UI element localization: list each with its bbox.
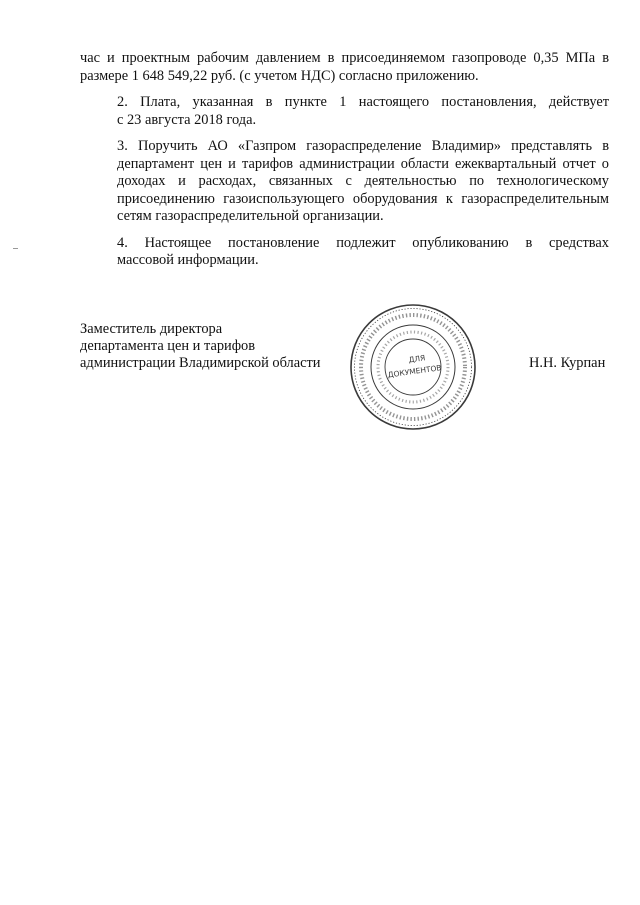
- signatory-name: Н.Н. Курпан: [529, 355, 606, 371]
- text-line: размере 1 648 549,22 руб. (с учетом НДС) согласно приложению.: [80, 67, 479, 84]
- document-body: [80, 50, 609, 279]
- signatory-title-line: администрации Владимирской области: [80, 355, 321, 371]
- text-line: присоединению газоиспользующего оборудования к газораспределительным: [117, 190, 609, 207]
- paragraph-item-2: [80, 94, 609, 129]
- paragraph-item-4: [80, 235, 609, 270]
- text-line: массовой информации.: [117, 252, 259, 268]
- paragraph-continuation: [80, 50, 609, 85]
- stamp-center-line: ДОКУМЕНТОВ: [387, 363, 443, 380]
- text-line: сетям газораспределительной организации.: [117, 208, 384, 224]
- text-line: 4. Настоящее постановление подлежит опубликованию в средствах: [117, 234, 609, 251]
- text-line: час и проектным рабочим давлением в присоединяемом газопроводе 0,35 МПа в: [80, 50, 609, 66]
- signatory-title-line: Заместитель директора: [80, 321, 223, 337]
- text-line: доходах и расходах, связанных с деятельностью по технологическому: [117, 173, 609, 189]
- text-line: 3. Поручить АО «Газпром газораспределение Владимир» представлять в: [117, 138, 609, 154]
- paragraph-item-3: [80, 138, 609, 226]
- official-stamp-icon: [348, 302, 478, 432]
- text-line: департамент цен и тарифов администрации области ежеквартальный отчет о: [117, 155, 609, 172]
- stamp-center-line: ДЛЯ: [408, 353, 426, 365]
- signatory-title-line: департамента цен и тарифов: [80, 338, 256, 354]
- margin-mark: [13, 248, 18, 249]
- signatory-title: [80, 321, 321, 372]
- text-line: 2. Плата, указанная в пункте 1 настоящего постановления, действует: [117, 94, 609, 110]
- text-line: с 23 августа 2018 года.: [117, 111, 257, 128]
